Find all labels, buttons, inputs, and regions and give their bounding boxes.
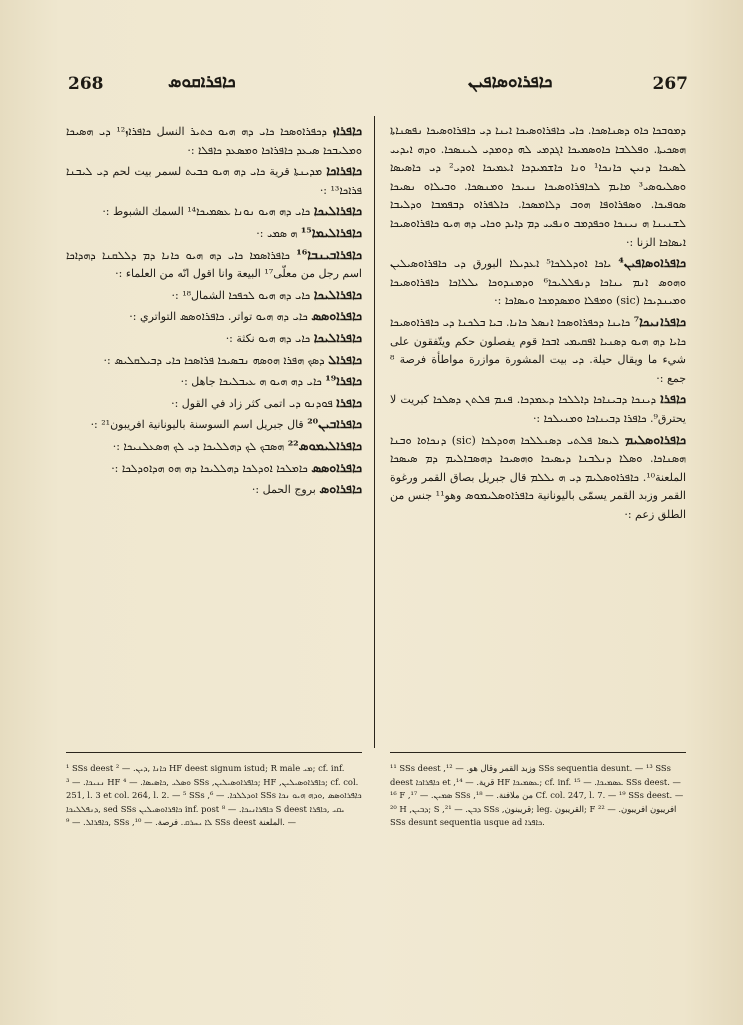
entry-text: ܟܐܝ ܕܗ ܗܝܘ تواتر. ܟܐܦܪܐܘܣܣ التواتري :· — [129, 310, 308, 324]
dictionary-entry — [66, 224, 362, 244]
entry-text: ܗܣܒܟ ܠܟ ܕܗܠܠܝܟܐ ܕܝ ܠܟ ܗܣܥܠܢܝܟܐ :· — [112, 439, 285, 453]
entry-headword: ܟܐܦܪܐܒܝܢ²⁰ — [307, 416, 362, 432]
entry-text: ܕܝܢܟܐ ܕܒܝܢܐܟܐ ܕܐܠܠܟܐ ܕܥܡܕܟܐ. ܦܢܡ ܦܠܬܢ ܕܣܠܟܐ كبريت لا يحترق⁹. ܟܐܦܪܐ ܕܒܝܢܐܟܐ ܘܡܢܝܠܟܐ :· — [390, 393, 686, 425]
entry-text: ܟܐܝ ܕܗ ܗܝܘ ܢܘܢܐ ܥܣܡܝܟܐ¹⁴ السمك الشبوط :· — [102, 205, 311, 219]
entry-text: ܗ ܣܡܝ :· — [256, 226, 298, 240]
right-running-head: ܟܐܦܪܐܘܣܐܦܝܢ — [468, 72, 553, 92]
footnote-rule-right — [390, 752, 686, 753]
entry-headword: ܟܐܦܪܐܢܝܟܐ⁷ — [633, 313, 686, 329]
entry-headword: ܟܐܦܪܐܠܝܟܐ — [313, 203, 362, 219]
entry-headword: ܟܐܦܪܐܘܣܐܦܝܢ⁴ — [618, 255, 686, 271]
dictionary-entry — [66, 307, 362, 327]
dictionary-entry — [66, 415, 362, 435]
footnote-text: ¹ SSs deest ܟܐܢܐ ,ܕܝܢ. — ² HF deest signum istud; R male ܡܝ; cf. inf. ܢܢܝܟܐ. — ³ HF ܘܣܠܝ ,ܟܐܣܝܣܐ. — ⁴ SSs ,ܟܐܦܪܐܘܣܝܠܝܢ; HF ,ܟܐܦܪܐܘܣܝܠܝܢ; cf. col. 251, l. 3 et col. 264, l. 2. — ⁵ SSs ,ܐܘܕܠܠܟܐ. — ⁶ SSs ܟܐܦܪܐܘܣܣ ,ܘܕܗ ܗܝܘ ܢܟܐ ܕܢܦܠܠܝܟܐ, sed SSs ܟܐܦܪܐܘܣܝܠܝܢ inf. post ܟܐܦܪܐܢܝܟܐ. — ⁸ S deest ܝܩܝ ,ܟܐܦܪܐ ,ܟܐܦܪܐܠ. — ⁹ SSs ,ܠܐ ܝܚܪܩ. فرصة. — ¹⁰ SSs deest الملعنة. — — [66, 763, 362, 828]
dictionary-entry — [66, 372, 362, 392]
entry-text: ܟܐܝ ܕܗ ܗܝܘ ܠܟܦܟܐ الشمال¹⁸ :· — [171, 288, 311, 302]
entry-headword: ܟܐܦܪܐܘܣܠܝܡ — [624, 431, 686, 447]
entry-headword: ܟܐܦܪܐܟܐ — [326, 163, 362, 179]
entry-headword: ܟܐܦܪܐܠܝܟܐ — [313, 329, 362, 345]
left-column — [66, 122, 362, 742]
entry-headword: ܟܐܦܪܐܘܣ — [319, 481, 362, 497]
dictionary-entry — [390, 254, 686, 311]
entry-text: ܟܐܝ ܕܗ ܗܝܘ ܗ ܥܝܒܠܝܟܐ جاهل :· — [180, 375, 322, 389]
page-header — [68, 74, 688, 104]
entry-headword: ܟܐܦܪܐܙ — [332, 123, 362, 138]
entry-text: ܡܕܝܢܬܐ قرية ܟܐܝ ܕܗ ܗܝܘ ܟܒܝܬ لسمر بيت لحم ܕܝ ܠܝܒܢܐ ܦܪܐܟܐ¹³ :· — [66, 165, 362, 197]
entry-text: ܠܝܣܐ ܦܠܬܝ ܕܣܢܠܠܟܐ ܗܘܕܠܟܐ (sic) ܕܢܟܐܘܐ ܘܒܢܐ ܗܣܢܐܟܐ. ܘܣܠܐ ܕܢܠܒܢܐ ܕܝܣܝܟܐ ܘܗܣܝܟܐ ܕܗܣܒܐܠܝܡ ܕܡ ܣܝܣܟܐ الملعنة¹⁰. ܟܐܦܪܐܘܣܠܝܡ ܕܝ ܗ ܝܠܠܡ قال جبريل بصاق القمر ورغوة القمر وزبد القمر يسمّى باليونانية ܟܐܦܪܐܘܣܠܝܡܘܣ وهو¹¹ جنس من الطلق زعم :· — [390, 433, 686, 521]
entry-headword: ܟܐܦܪܐ¹⁹ — [325, 373, 362, 389]
dictionary-entry — [66, 480, 362, 500]
dictionary-entry — [66, 246, 362, 284]
footnotes-right — [390, 762, 686, 912]
left-page-number: 268 — [68, 74, 104, 94]
entry-text: ܟܐܦܪܐܣܡܐ ܟܐܝ ܕܗ ܗܝܘ ܟܐܢܐ ܕܡ ܕܠܠܩܢܐ ܕܗܕܐܟܐ اسم رجل من معلّى¹⁷ البيعة وانا اقول انّه من العلماء :· — [66, 248, 362, 281]
entry-text: ܦܘܕܢܘ ܕܝ اتمی كثر زاد ﻓﻲ القول :· — [171, 396, 333, 410]
entry-headword: ܟܐܦܪܐܠܝܡܘܣ²² — [287, 437, 362, 453]
dictionary-entry — [66, 459, 362, 479]
dictionary-entry — [66, 122, 362, 160]
entry-headword: ܟܐܦܪܐܘܣܣ — [311, 308, 362, 324]
left-running-head: ܟܐܦܪܐܩܘܣ — [168, 72, 236, 92]
right-column — [390, 122, 686, 742]
entry-text: بروج الحمل :· — [251, 483, 316, 497]
entry-text: ܟܐܝ ܕܗ ܗܝܘ نكثة :· — [225, 331, 311, 345]
entry-headword: ܟܐܦܪܐܒܝܢܒܐ¹⁶ — [296, 246, 362, 262]
dictionary-entry — [390, 390, 686, 428]
entry-text: ܟܐܝܢܐ ܕܟܦܪܐܘܣܟܐ ܐܢܣܠ ܟܐܢܐ. ܒܝܐ ܒܠܟܢܐ ܕܝ ܟܐܦܪܐܘܣܝܟܐ ܟܐܝܐ ܕܗ ܗܝܘ ܕܣܢܝܐ ܐܦܩܝܡܝ ܐܒܟܐ قوم يفصلون حكم ويتّفقون على شيء ما ويقال حيلة. ܕܝ بيت المشورة موازرة مواطأة فرصة ⁸ جمع :· — [390, 315, 686, 385]
entry-headword: ܟܐܦܪܐ — [660, 391, 686, 407]
entry-text: ܕܟܦܪܐܘܣܟܐ ܟܐܝ ܕܗ ܗܝܘ ܟܬܝܪ النسل ܟܐܦܪܐܙ¹² ܕܝ ܗܣܝܟܐ ܘܡܠܝܒܟܐ ܣܝܥܕ ܟܐܦܪܐܟܐ ܘܡܣܥܕ ܟܐܦܠܐ :· — [66, 125, 362, 157]
footnotes-left — [66, 762, 362, 912]
dictionary-entry — [390, 313, 686, 388]
dictionary-entry — [66, 162, 362, 200]
dictionary-entry — [66, 437, 362, 457]
dictionary-entry — [66, 286, 362, 306]
footnote-rule-left — [66, 752, 362, 753]
dictionary-entry — [390, 122, 686, 252]
entry-text: ܕܣܟ ܗܦܪܐ ܗܘܣܗ ܢܒܣܝܟܐ ܦܪܐܣܟܐ ܟܐܝ ܕܒܝܠܩܠܝܣ :· — [103, 353, 325, 367]
entry-text: ܝܐܟܐ ܐܘܕܠܠܟܐ⁵ ܐܥܕܝܠܐ البورق ܕܝ ܟܐܦܪܐܘܣܝܠܝܢ ܘܗܘܣ ܐܢܡ ܝܢܐܟܐ ܕܢܦܠܠܝܟܐ⁶ ܘܕܡܢܕܘܟܐ ܝܠܠܐܟܐ ܟܐܦܪܐܘܣܝܟܐ ܘܡܝܢܕܝܟܐ (sic) ܘܡܦܠܐ ܘܡܣܕܡܟܐ ܘܝܣܐܟܐ :· — [390, 257, 686, 308]
dictionary-entry — [66, 329, 362, 349]
entry-headword: ܟܐܦܪܐܠܝܟܐ — [313, 286, 362, 302]
dictionary-entry — [66, 202, 362, 222]
entry-headword: ܟܐܦܪܐܠܝܡܐ¹⁵ — [300, 224, 362, 240]
right-page-number: 267 — [652, 74, 688, 94]
entry-text: ܕܡܘܒܟܐ ܟܐܘ ܕܣܢܐܣܟܐ. ܟܐܝ ܟܐܦܪܐܘܣܝܟܐ ܐܝܢܐ ܕܝ ܟܐܦܪܐܘܣܝܟܐ ܢܦܣܢܐܬܐ ܗܣܟܝܬܐ. ܘܦܠܠܒܐ ܟܐܘܣܡܝܟܐ ܐܓܕܡܝ ܠܗ ܕܘܡܕܝ ܠܝܢܣܟܐ. ܘܕܗ ܐܝܕܝܝ ܠܣܝܟܐ ܕܢܝܢ ܟܐܢܟܐ¹ ܘܢܐ ܟܐܫܡܝܕܟܐ ܐܥܡܝܟܐ ܐܘܕܝ² ܕܝ ܟܐܣܝܣܐ ܘܣܠܝܘܣܝ³ ܡܐܝܡ ܠܟܐܦܪܐܘܣܝܟܐ ܢܢܝܟܐ ܘܡܢܣܟܐ. ܘܒܝܠܐܘ ܢܣܝܟܐ ܣܘܦܝܟܐ. ܘܣܦܪܐܘܦܐ ܗܘܒ ܕܠܐܡܣܟܐ. ܟܐܠܦܪܐܘ ܕܒܦܡܒܐ ܘܕܠܝܒܐ ܠܫܢܝܢܐ ܗ ܢܝܢܟܐ ܘܟܦܕܡܒ ܘܢܦܝܝ ܕܡ ܕܐܝܕ ܘܟܐܝ ܕܗ ܗܝܘ ܟܐܦܪܐܘܣܝܟܐ ܐܝܣܐܟܐ الزنا :· — [390, 124, 686, 249]
entry-text: قال جبريل اسم السوسنة باليونانية افريبون²¹ :· — [90, 418, 304, 432]
entry-text: ܟܐܡܠܟܐ ܐܘܕܠܟܐ ܕܗܠܠܝܟܐ ܕܗ ܗܘ ܗܕܐܘܕܠܟܐ :· — [111, 461, 308, 475]
entry-headword: ܟܐܦܪܐܘܣܣ — [311, 459, 362, 475]
entry-headword: ܟܐܦܪܐ — [336, 394, 362, 410]
dictionary-entry — [66, 394, 362, 414]
dictionary-entry — [66, 351, 362, 371]
dictionary-entry — [390, 431, 686, 525]
column-divider — [374, 116, 375, 748]
footnote-text: ¹¹ SSs deest ,وزبد القمر وقال هو. — ¹² SSs sequentia desunt. — ¹³ SSs deest ܟܐܦܪܐܟܐ et ,قرية. — ¹⁴ HF ܥܣܡܝܟܐ; cf. inf. ܥܣܡܝܟܐ. — ¹⁵ SSs deest. — ¹⁶ F ,ܣܡܝܢ. — ¹⁷ SSs ,من ملافنة. — ¹⁸ Cf. col. 247, l. 7. — ¹⁹ SSs deest. — ²⁰ H ,ܕܒܝܢ; S ,ܕܒܢ. — ²¹ SSs ,قريبنون; leg. القريبون; F افريبون افريبون. — ²² SSs desunt sequentia usque ad ܟܐܦܪܐ. — [390, 763, 684, 828]
entry-headword: ܟܐܦܪܐܠ — [328, 351, 362, 367]
